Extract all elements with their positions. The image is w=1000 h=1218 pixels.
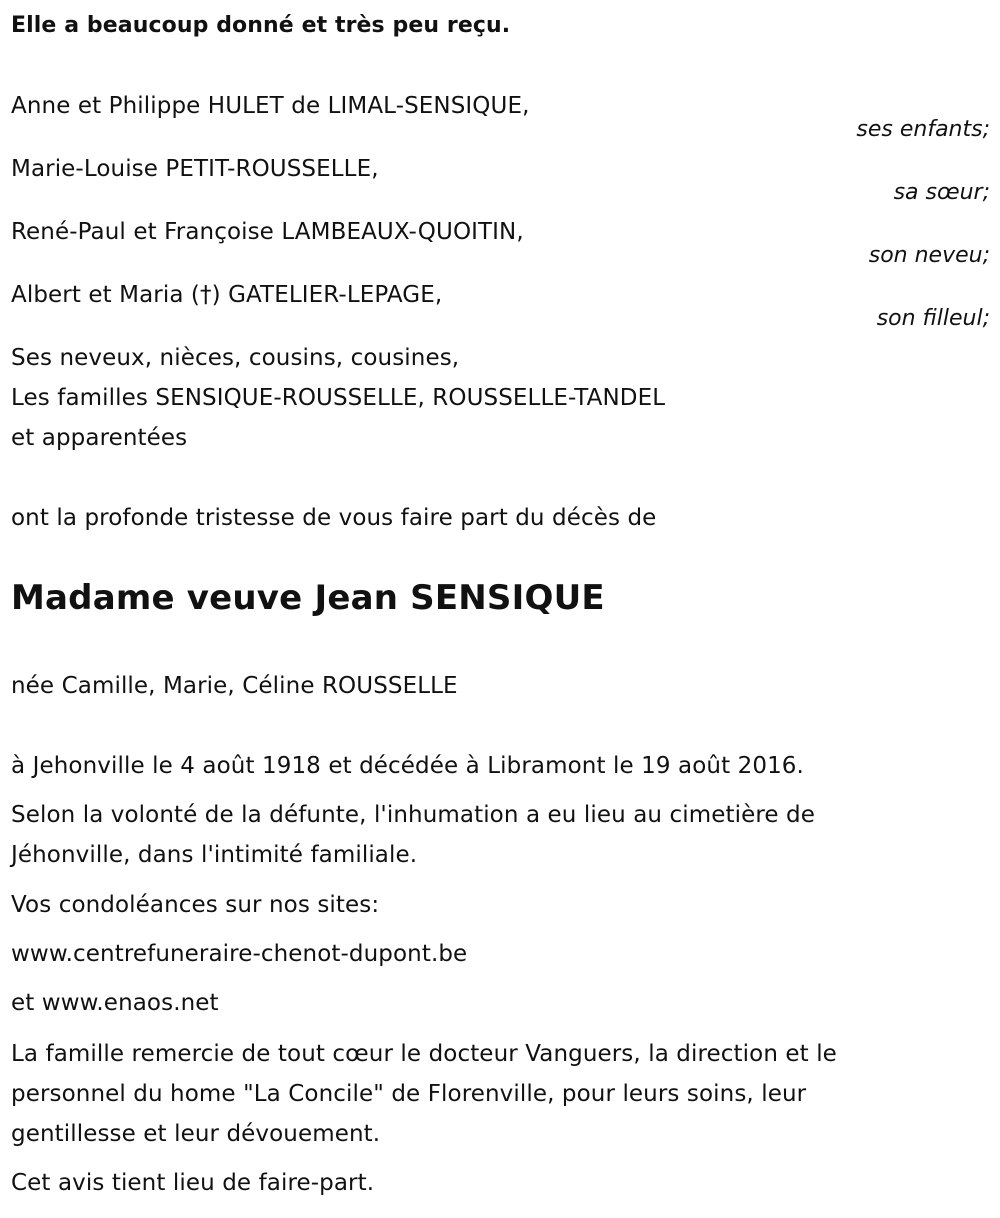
- mourner-relation-2: sa sœur;: [893, 180, 990, 205]
- mourner-relation-1: ses enfants;: [856, 117, 990, 142]
- family-line-3: et apparentées: [11, 425, 188, 451]
- thanks-text: La famille remercie de tout cœur le docteur Vanguers, la direction et le personnel du home "La Concile" de Florenville, pour leurs soins, leur gentillesse et leur dévouement.: [11, 1041, 837, 1147]
- birth-name: née Camille, Marie, Céline ROUSSELLE: [11, 673, 458, 699]
- website-link-chenot-dupont[interactable]: www.centrefuneraire-chenot-dupont.be: [11, 941, 468, 967]
- mourner-name-2: Marie-Louise PETIT-ROUSSELLE,: [11, 156, 379, 182]
- closing-text: Cet avis tient lieu de faire-part.: [11, 1170, 375, 1196]
- announcement-text: ont la profonde tristesse de vous faire part du décès de: [11, 505, 657, 531]
- deceased-name: Madame veuve Jean SENSIQUE: [11, 578, 605, 618]
- motto: Elle a beaucoup donné et très peu reçu.: [11, 13, 511, 38]
- dates-text: à Jehonville le 4 août 1918 et décédée à Libramont le 19 août 2016.: [11, 753, 804, 779]
- website-link-enaos[interactable]: et www.enaos.net: [11, 990, 219, 1016]
- burial-text: Selon la volonté de la défunte, l'inhumation a eu lieu au cimetière de Jéhonville, dans l'intimité familiale.: [11, 802, 816, 868]
- mourner-name-4: Albert et Maria (†) GATELIER-LEPAGE,: [11, 282, 443, 308]
- mourner-name-1: Anne et Philippe HULET de LIMAL-SENSIQUE,: [11, 93, 530, 119]
- family-line-2: Les familles SENSIQUE-ROUSSELLE, ROUSSELLE-TANDEL: [11, 385, 666, 411]
- family-line-1: Ses neveux, nièces, cousins, cousines,: [11, 345, 460, 371]
- condolences-intro: Vos condoléances sur nos sites:: [11, 892, 380, 918]
- mourner-relation-4: son filleul;: [876, 306, 990, 331]
- mourner-name-3: René-Paul et Françoise LAMBEAUX-QUOITIN,: [11, 219, 524, 245]
- mourner-relation-3: son neveu;: [868, 243, 990, 268]
